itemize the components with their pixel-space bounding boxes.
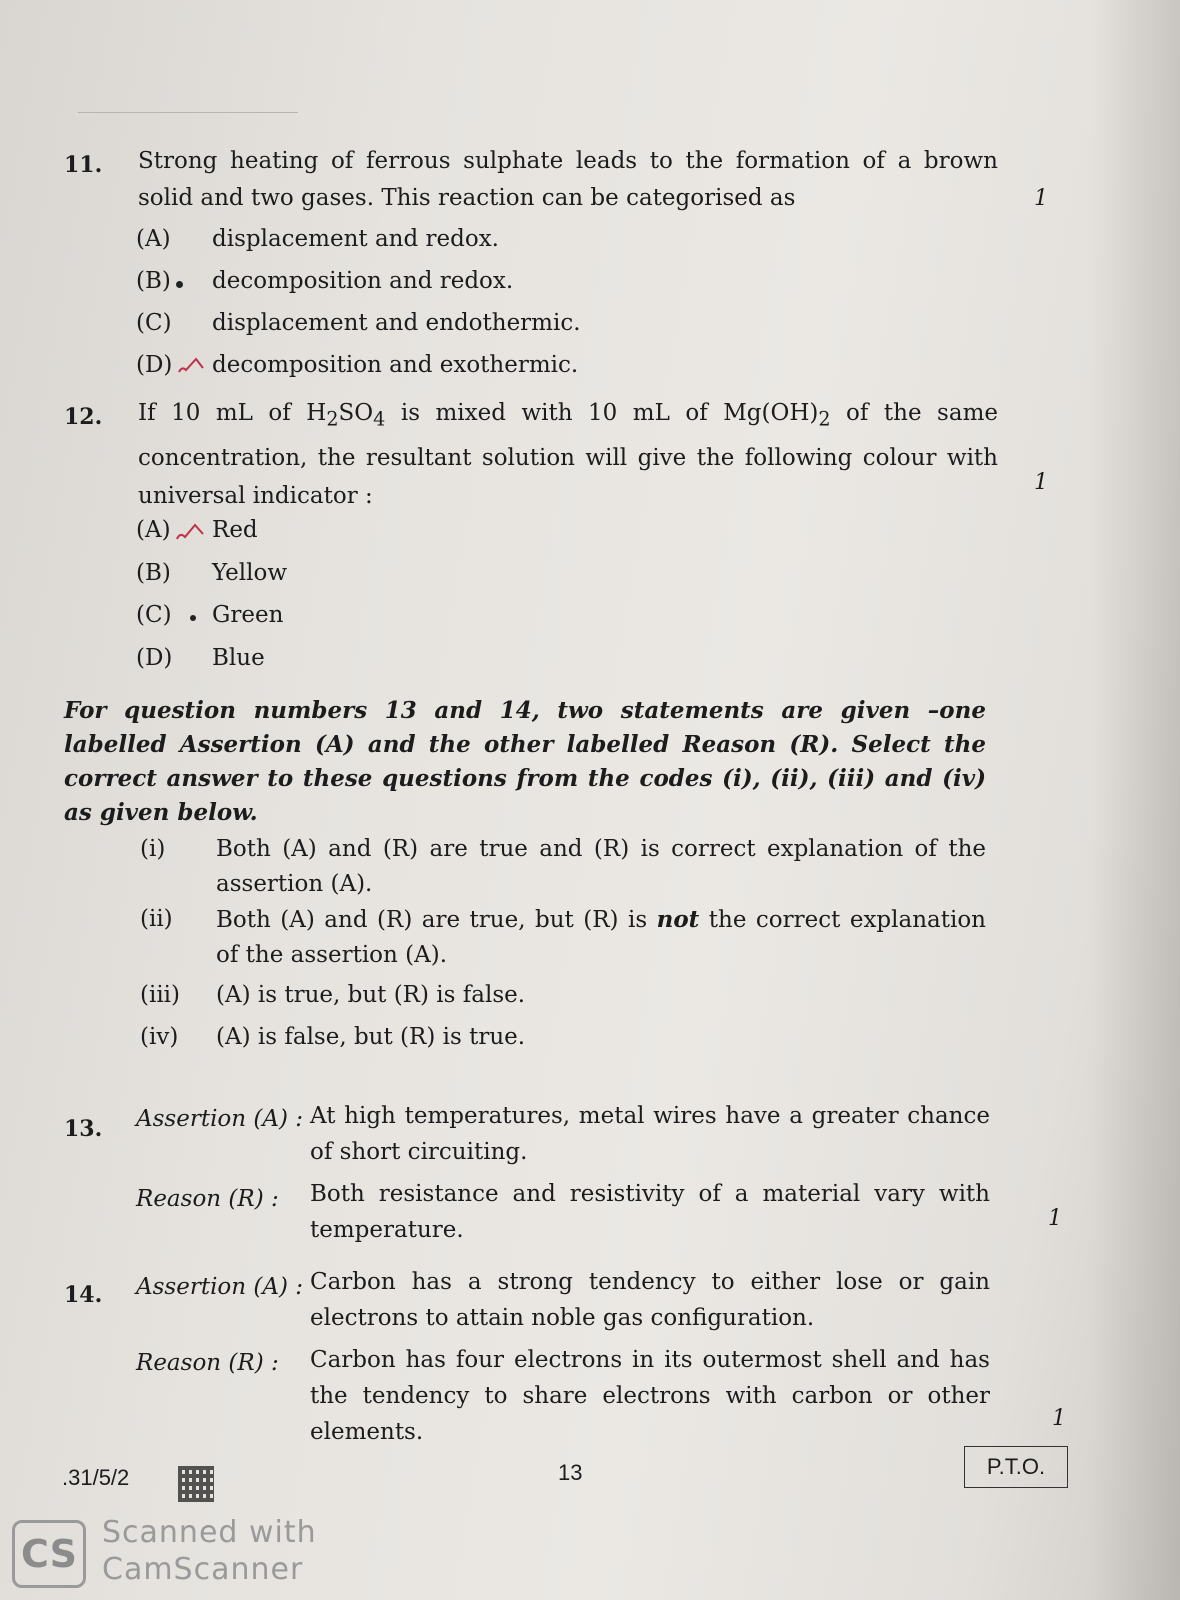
code-item [140,978,990,1014]
question-text [138,394,998,515]
option-text: decomposition and exothermic. [212,352,579,378]
page-edge-shadow [1090,0,1180,1600]
text-segment: of the same concentration, the resultant solution will give the following colour with universal indicator : [138,400,998,509]
option-text: Blue [212,645,265,671]
code-text [216,902,986,973]
option-label: (A) [136,226,171,252]
pen-tick-icon [176,356,206,378]
option-text: Yellow [212,560,288,586]
option-label: (D) [136,645,173,671]
pto-box: P.T.O. [964,1446,1068,1488]
page-number: 13 [558,1460,583,1485]
assertion-label: Assertion (A) : [136,1274,304,1300]
reason-text: Carbon has four electrons in its outermost shell and has the tendency to share electrons with carbon or other elements. [310,1347,990,1445]
option-label: (C) [136,310,172,336]
marks: 1 [1052,1406,1066,1431]
reason-label: Reason (R) : [136,1186,279,1212]
option-label: (D) [136,352,173,378]
option-text: Red [212,517,258,543]
question-text: Strong heating of ferrous sulphate leads to the formation of a brown solid and two gases. This reaction can be categorised as [138,148,998,211]
code-label: (iv) [140,1024,179,1050]
option-label: (A) [136,517,171,543]
reason-text: Both resistance and resistivity of a material vary with temperature. [310,1181,990,1243]
camscanner-logo: CS [12,1520,86,1588]
assertion-text: At high temperatures, metal wires have a greater chance of short circuiting. [310,1103,990,1165]
option-c [136,310,581,336]
option-c [136,602,283,628]
assertion-text: Carbon has a strong tendency to either lose or gain electrons to attain noble gas configuration. [310,1269,990,1331]
marks: 1 [1034,470,1048,495]
watermark-line-1: Scanned with [102,1515,317,1550]
bullet-mark-icon [190,615,196,621]
code-item [140,1020,990,1056]
option-text: decomposition and redox. [212,268,514,294]
reason-label: Reason (R) : [136,1350,279,1376]
option-label: (B) [136,268,171,294]
option-b [136,268,513,294]
qr-code-icon [178,1466,214,1502]
option-d [136,645,265,671]
text-segment: the correct explanation of the assertion (A). [216,907,986,968]
paper-code: .31/5/2 [62,1465,130,1490]
code-item [140,902,990,972]
question-number: 11. [64,152,103,178]
option-label: (C) [136,602,172,628]
code-text: Both (A) and (R) are true and (R) is correct explanation of the assertion (A). [216,836,986,897]
subscript: 4 [373,407,386,431]
emphasis: not [656,906,700,933]
pen-tick-icon [174,522,206,544]
text-segment: is mixed with 10 mL of Mg(OH) [385,400,819,426]
option-a [136,226,499,252]
option-text: Green [212,602,284,628]
text-segment: Both (A) and (R) are true, but (R) is [216,907,657,933]
code-label: (ii) [140,906,173,932]
option-text: displacement and endothermic. [212,310,581,336]
assertion-label: Assertion (A) : [136,1106,304,1132]
question-number: 14. [64,1282,103,1308]
question-number: 12. [64,404,103,430]
marks: 1 [1048,1206,1062,1231]
bullet-mark-icon [176,281,183,288]
text-segment: SO [338,400,374,426]
code-label: (i) [140,836,166,862]
option-b [136,560,287,586]
option-text: displacement and redox. [212,226,499,252]
subscript: 2 [326,407,339,431]
code-text: (A) is true, but (R) is false. [216,982,526,1008]
top-rule [78,112,298,113]
assertion-reason-instructions: For question numbers 13 and 14, two statements are given –one labelled Assertion (A) and the other labelled Reason (R). Select the correct answer to these questions from the codes (i), (ii), (iii) and (iv) as given below. [64,697,986,826]
code-text: (A) is false, but (R) is true. [216,1024,526,1050]
code-item [140,832,990,902]
question-number: 13. [64,1116,103,1142]
text-segment: If 10 mL of H [138,400,327,426]
option-label: (B) [136,560,171,586]
watermark-line-2: CamScanner [102,1552,304,1587]
code-label: (iii) [140,982,181,1008]
marks: 1 [1034,186,1048,211]
subscript: 2 [818,407,831,431]
